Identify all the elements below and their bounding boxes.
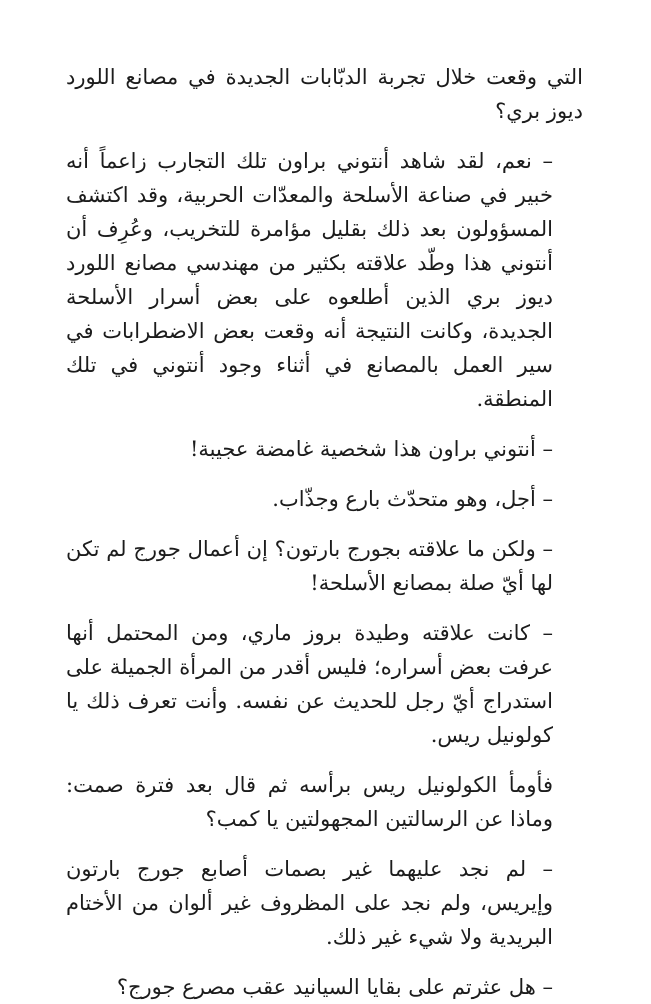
paragraph: فأومأ الكولونيل ريس برأسه ثم قال بعد فترة صمت: وماذا عن الرسالتين المجهولتين يا كمب؟ (66, 773, 553, 831)
paragraph: – أجل، وهو متحدّث بارع وجذّاب. (272, 487, 553, 511)
paragraph: – نعم، لقد شاهد أنتوني براون تلك التجارب زاعماً أنه خبير في صناعة الأسلحة والمعدّات الحربية، وقد اكتشف المسؤولون بعد ذلك بقليل مؤامرة للتخريب، وعُرِف أن أنتوني هذا وطّد علاقته بكثير من مهندسي مصانع اللورد ديوز بري الذين أطلعوه على بعض أسرار الأسلحة الجديدة، وكانت النتيجة أنه وقعت بعض الاضطرابات في سير العمل بالمصانع في أثناء وجود أنتوني في تلك المنطقة. (66, 149, 553, 411)
paragraph: – ولكن ما علاقته بجورج بارتون؟ إن أعمال جورج لم تكن لها أيّ صلة بمصانع الأسلحة! (66, 537, 553, 595)
paragraph: – كانت علاقته وطيدة بروز ماري، ومن المحتمل أنها عرفت بعض أسراره؛ فليس أقدر من المرأة الجميلة على استدراج أيّ رجل للحديث عن نفسه. وأنت تعرف ذلك يا كولونيل ريس. (66, 621, 553, 747)
paragraph: التي وقعت خلال تجربة الدبّابات الجديدة في مصانع اللورد ديوز بري؟ (66, 65, 583, 123)
paragraph: – لم نجد عليهما غير بصمات أصابع جورج بارتون وإيريس، ولم نجد على المظروف غير ألوان من الأختام البريدية ولا شيء غير ذلك. (66, 857, 553, 949)
paragraph: – أنتوني براون هذا شخصية غامضة عجيبة! (189, 437, 553, 461)
paragraph: – هل عثرتم على بقايا السيانيد عقب مصرع جورج؟ (116, 975, 553, 999)
